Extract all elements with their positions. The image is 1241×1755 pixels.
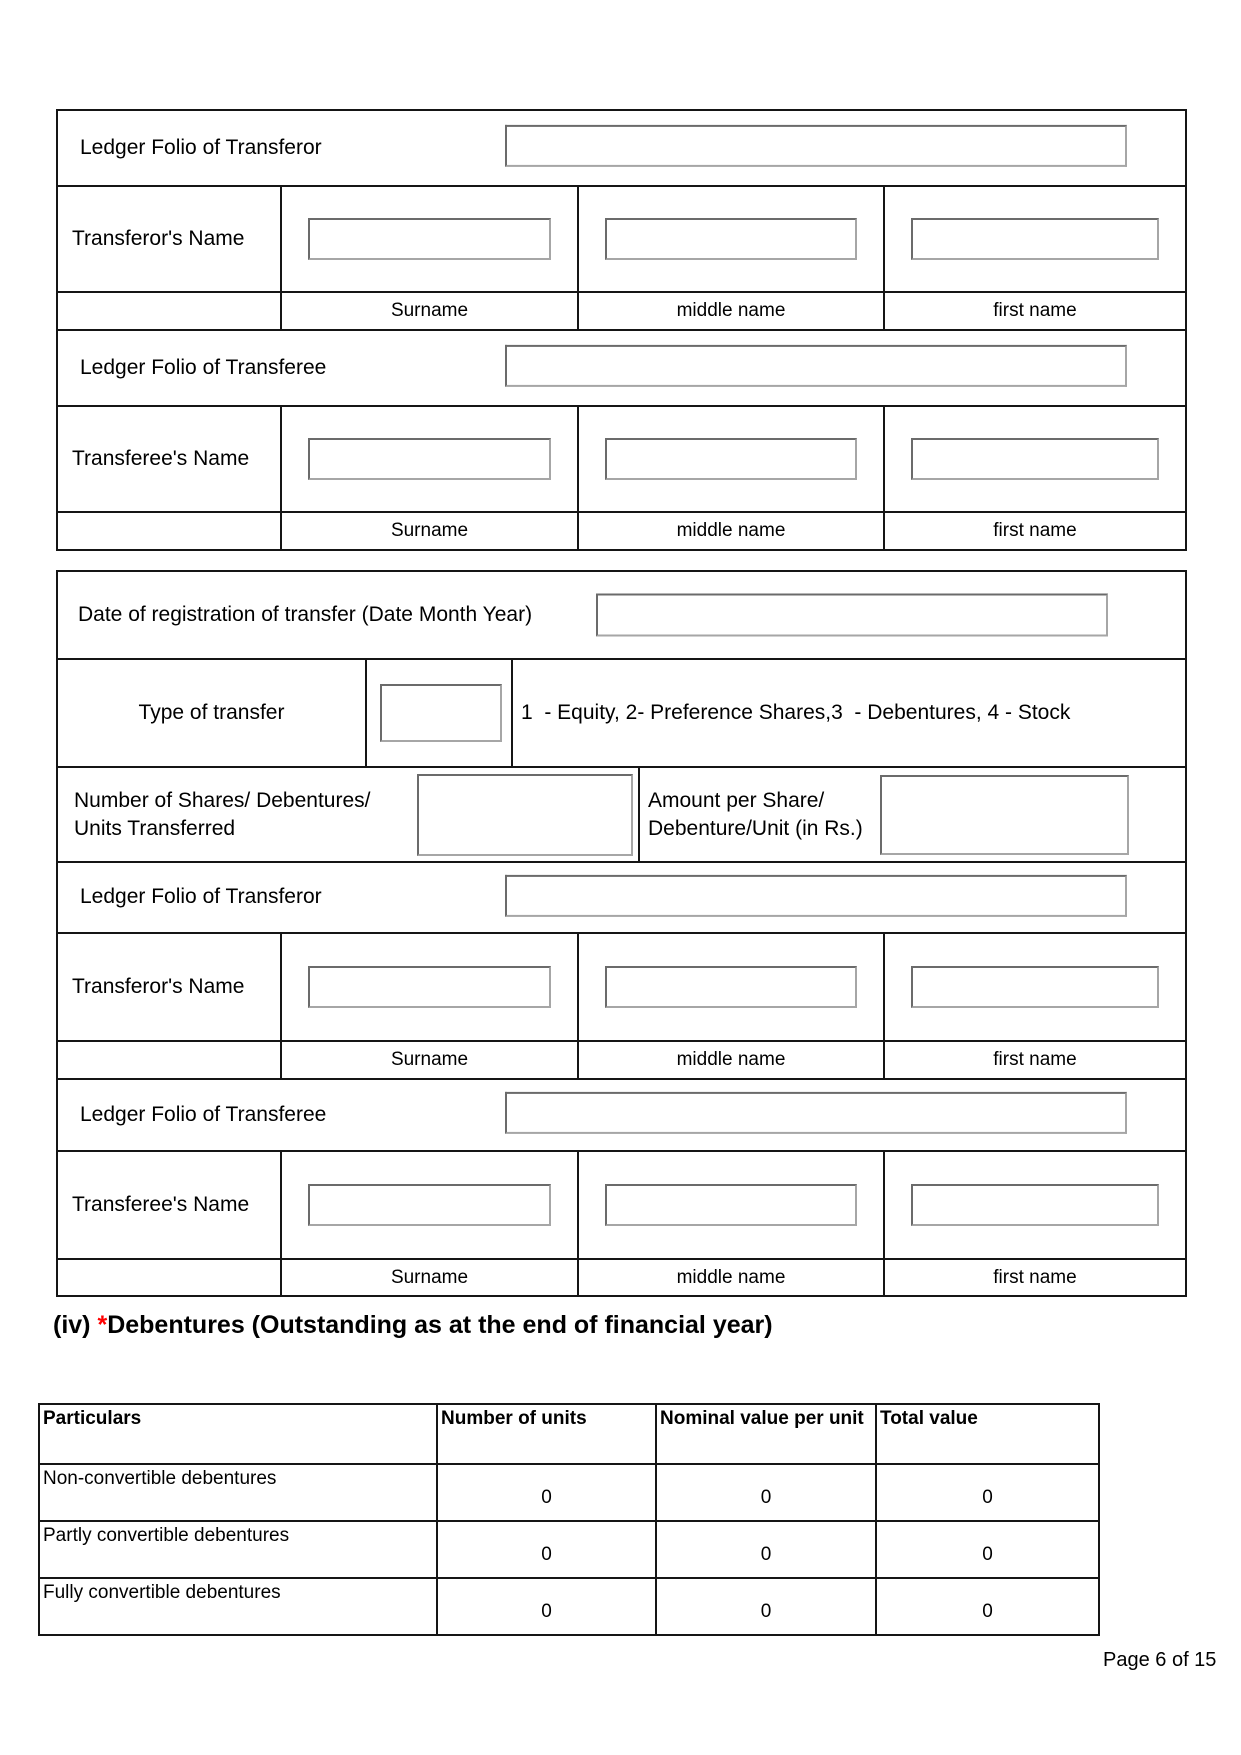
first-name-caption: first name bbox=[883, 293, 1185, 329]
total-value-value: 0 bbox=[875, 1522, 1098, 1577]
number-transferred-cell bbox=[58, 768, 638, 861]
ledger-folio-transferor-cell bbox=[58, 863, 1185, 932]
transferor-surname-cell bbox=[280, 934, 577, 1040]
debentures-header-row bbox=[40, 1405, 1098, 1463]
header-total-value: Total value bbox=[875, 1405, 1098, 1463]
header-nominal-value-per-unit: Nominal value per unit bbox=[655, 1405, 875, 1463]
transferee-surname-cell bbox=[280, 1152, 577, 1258]
row-transferor-name-captions-2 bbox=[58, 1040, 1185, 1078]
surname-caption: Surname bbox=[280, 1042, 577, 1078]
row-transferee-name-2 bbox=[58, 1150, 1185, 1258]
type-of-transfer-input-cell bbox=[365, 660, 511, 766]
caption-spacer-cell bbox=[58, 1260, 280, 1295]
ledger-folio-transferor-label: Ledger Folio of Transferor bbox=[80, 885, 322, 909]
particulars-cell: Non-convertible debentures bbox=[43, 1468, 277, 1489]
surname-caption: Surname bbox=[280, 513, 577, 549]
transferor-first-name-input-2[interactable] bbox=[911, 966, 1159, 1008]
type-of-transfer-label-cell bbox=[58, 660, 365, 766]
transferor-name-label-cell bbox=[58, 934, 280, 1040]
transferee-name-label: Transferee's Name bbox=[72, 1192, 250, 1216]
row-transferee-name bbox=[58, 405, 1185, 511]
middle-name-caption: middle name bbox=[577, 293, 883, 329]
transfer-details-table bbox=[56, 570, 1187, 1297]
ledger-folio-transferee-cell bbox=[58, 331, 1185, 405]
caption-spacer-cell bbox=[58, 513, 280, 549]
transferor-middle-name-cell bbox=[577, 934, 883, 1040]
row-ledger-folio-transferor-2 bbox=[58, 861, 1185, 932]
transferor-surname-cell bbox=[280, 187, 577, 291]
surname-caption: Surname bbox=[280, 1260, 577, 1295]
type-of-transfer-label: Type of transfer bbox=[138, 700, 285, 724]
ledger-folio-transferor-cell bbox=[58, 111, 1185, 185]
transferor-name-label: Transferor's Name bbox=[72, 974, 245, 998]
number-transferred-input[interactable] bbox=[417, 774, 633, 856]
caption-spacer-cell bbox=[58, 293, 280, 329]
row-ledger-folio-transferor bbox=[58, 111, 1185, 185]
type-of-transfer-input[interactable] bbox=[380, 684, 502, 742]
row-ledger-folio-transferee bbox=[58, 329, 1185, 405]
transferee-middle-name-cell bbox=[577, 1152, 883, 1258]
transferor-first-name-cell bbox=[883, 934, 1185, 1040]
transferor-first-name-input[interactable] bbox=[911, 218, 1159, 260]
number-transferred-label-line2: Units Transferred bbox=[74, 816, 236, 840]
ledger-folio-transferor-label: Ledger Folio of Transferor bbox=[80, 135, 322, 159]
transferor-name-label-cell bbox=[58, 187, 280, 291]
transferor-middle-name-cell bbox=[577, 187, 883, 291]
first-name-caption: first name bbox=[883, 1042, 1185, 1078]
transferee-name-label-cell bbox=[58, 407, 280, 511]
date-of-registration-input[interactable] bbox=[596, 594, 1108, 637]
particulars-cell: Fully convertible debentures bbox=[43, 1582, 281, 1603]
row-transferor-name bbox=[58, 185, 1185, 291]
number-transferred-label bbox=[58, 787, 370, 842]
surname-caption: Surname bbox=[280, 293, 577, 329]
ledger-folio-transferee-label: Ledger Folio of Transferee bbox=[80, 355, 327, 379]
row-date-of-registration bbox=[58, 572, 1185, 658]
transferor-name-label: Transferor's Name bbox=[72, 226, 245, 250]
transferor-first-name-cell bbox=[883, 187, 1185, 291]
transferee-name-label: Transferee's Name bbox=[72, 446, 250, 470]
row-ledger-folio-transferee-2 bbox=[58, 1078, 1185, 1150]
transferee-surname-input-2[interactable] bbox=[308, 1184, 551, 1226]
middle-name-caption: middle name bbox=[577, 513, 883, 549]
page-number: Page 6 of 15 bbox=[1103, 1649, 1217, 1671]
transferee-first-name-input-2[interactable] bbox=[911, 1184, 1159, 1226]
amount-per-unit-label-line2: Debenture/Unit (in Rs.) bbox=[648, 816, 863, 840]
type-of-transfer-legend: 1 - Equity, 2- Preference Shares,3 - Debentures, 4 - Stock bbox=[521, 701, 1071, 724]
required-asterisk: * bbox=[97, 1311, 108, 1339]
transferee-name-label-cell bbox=[58, 1152, 280, 1258]
date-of-registration-cell bbox=[58, 572, 1185, 658]
ledger-folio-transferee-input-2[interactable] bbox=[505, 1092, 1127, 1134]
amount-per-unit-label-line1: Amount per Share/ bbox=[648, 789, 825, 813]
ledger-folio-transferor-input-2[interactable] bbox=[505, 874, 1127, 916]
row-transferee-name-captions-2 bbox=[58, 1258, 1185, 1295]
middle-name-caption: middle name bbox=[577, 1042, 883, 1078]
transferee-surname-cell bbox=[280, 407, 577, 511]
debentures-heading bbox=[53, 1311, 773, 1340]
amount-per-unit-cell bbox=[638, 768, 1185, 861]
transferee-first-name-cell bbox=[883, 1152, 1185, 1258]
total-value-value: 0 bbox=[875, 1579, 1098, 1634]
amount-per-unit-input[interactable] bbox=[880, 775, 1129, 855]
number-of-units-value: 0 bbox=[436, 1579, 655, 1634]
number-transferred-label-line1: Number of Shares/ Debentures/ bbox=[74, 789, 371, 813]
type-of-transfer-legend-cell bbox=[511, 660, 1185, 766]
amount-per-unit-label bbox=[640, 787, 863, 842]
transferor-middle-name-input-2[interactable] bbox=[605, 966, 857, 1008]
date-of-registration-label: Date of registration of transfer (Date Month Year) bbox=[78, 602, 533, 626]
debentures-heading-title: Debentures (Outstanding as at the end of financial year) bbox=[107, 1311, 773, 1339]
table-row-partly-convertible bbox=[40, 1520, 1098, 1577]
nominal-value-per-unit-value: 0 bbox=[655, 1522, 875, 1577]
transferor-surname-input-2[interactable] bbox=[308, 966, 551, 1008]
ledger-folio-transferee-label: Ledger Folio of Transferee bbox=[80, 1102, 327, 1126]
transferee-first-name-cell bbox=[883, 407, 1185, 511]
middle-name-caption: middle name bbox=[577, 1260, 883, 1295]
ledger-folio-transferee-cell bbox=[58, 1080, 1185, 1150]
transferee-first-name-input[interactable] bbox=[911, 438, 1159, 480]
header-particulars: Particulars bbox=[43, 1408, 142, 1429]
nominal-value-per-unit-value: 0 bbox=[655, 1579, 875, 1634]
particulars-cell: Partly convertible debentures bbox=[43, 1525, 290, 1546]
row-type-of-transfer bbox=[58, 658, 1185, 766]
debentures-table bbox=[38, 1403, 1100, 1636]
table-row-non-convertible bbox=[40, 1463, 1098, 1520]
table-row-fully-convertible bbox=[40, 1577, 1098, 1634]
caption-spacer-cell bbox=[58, 1042, 280, 1078]
number-of-units-value: 0 bbox=[436, 1465, 655, 1520]
first-name-caption: first name bbox=[883, 513, 1185, 549]
nominal-value-per-unit-value: 0 bbox=[655, 1465, 875, 1520]
transferor-middle-name-input[interactable] bbox=[605, 218, 857, 260]
first-name-caption: first name bbox=[883, 1260, 1185, 1295]
number-of-units-value: 0 bbox=[436, 1522, 655, 1577]
row-transferor-name-captions bbox=[58, 291, 1185, 329]
ledger-folio-transferee-input[interactable] bbox=[505, 345, 1127, 387]
row-number-and-amount bbox=[58, 766, 1185, 861]
transferee-surname-input[interactable] bbox=[308, 438, 551, 480]
header-number-of-units: Number of units bbox=[436, 1405, 655, 1463]
debentures-heading-prefix: (iv) bbox=[53, 1311, 98, 1339]
total-value-value: 0 bbox=[875, 1465, 1098, 1520]
ledger-folio-transferor-input[interactable] bbox=[505, 125, 1127, 167]
transferee-middle-name-cell bbox=[577, 407, 883, 511]
share-transfer-names-table bbox=[56, 109, 1187, 551]
transferee-middle-name-input[interactable] bbox=[605, 438, 857, 480]
transferor-surname-input[interactable] bbox=[308, 218, 551, 260]
transferee-middle-name-input-2[interactable] bbox=[605, 1184, 857, 1226]
row-transferor-name-2 bbox=[58, 932, 1185, 1040]
row-transferee-name-captions bbox=[58, 511, 1185, 549]
